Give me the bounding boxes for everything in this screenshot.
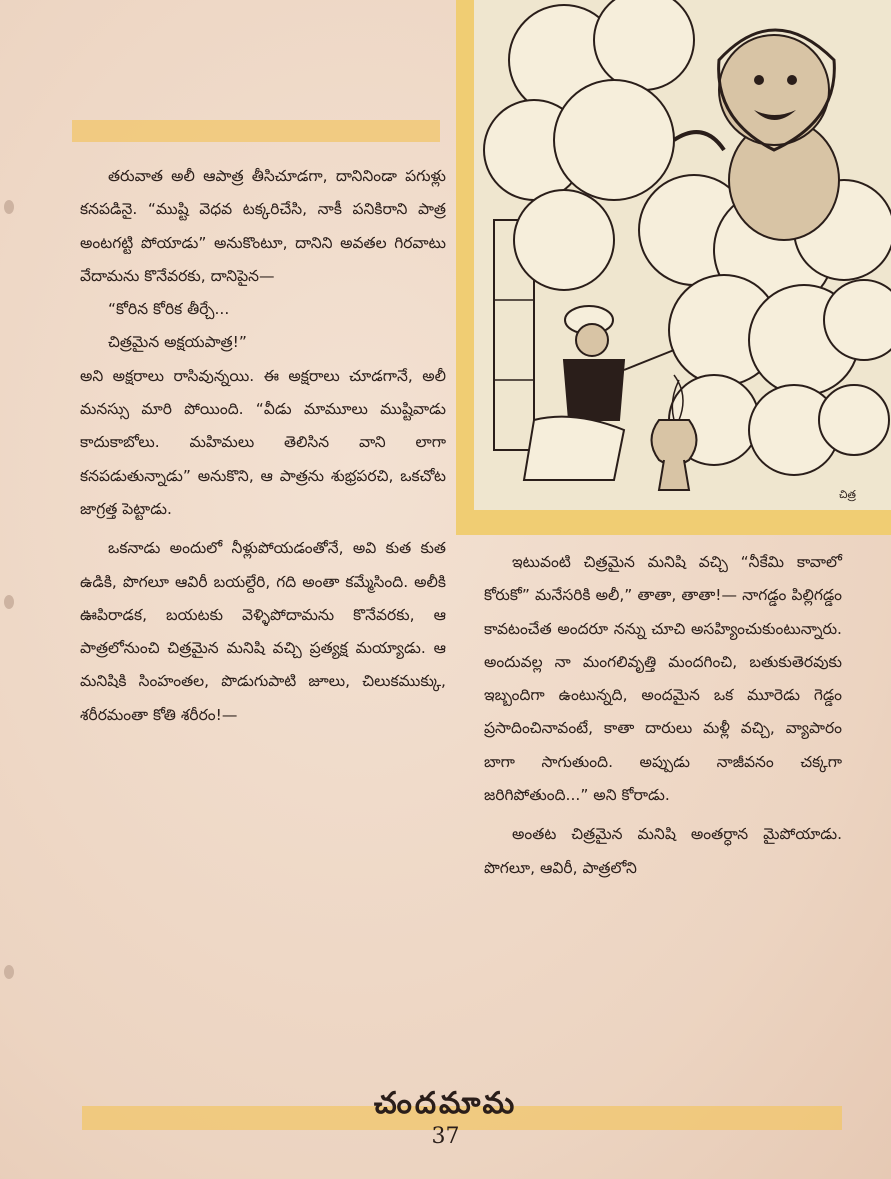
binding-hole (4, 595, 14, 609)
paragraph: అంతట చిత్రమైన మనిషి అంతర్ధాన మైపోయాడు. పొగలూ, ఆవిరీ, పాత్రలోని (484, 825, 842, 877)
left-text-column (80, 160, 446, 732)
genie-illustration-svg (474, 0, 891, 510)
paragraph: ఒకనాడు అందులో నీళ్లుపోయడంతోనే, అవి కుత కుత ఉడికి, పొగలూ ఆవిరీ బయల్దేరి, గది అంతా కమ్మేసింది. అలీకి ఊపిరాడక, బయటకు వెళ్ళిపోదామను కొనేవరకు, ఆ పాత్రలోనుంచి చిత్రమైన మనిషి వచ్చి ప్రత్యక్ష మయ్యాడు. ఆ మనిషికి సింహంతల, పొడుగుపాటి జూలు, చిలుకముక్కు, శరీరమంతా కోతి శరీరం!— (80, 539, 446, 724)
decorative-band-top (72, 120, 440, 142)
inscription-line: “కోరిన కోరిక తీర్చే... (108, 300, 230, 319)
right-text-column (484, 546, 842, 885)
magazine-title: చందమామ (373, 1086, 518, 1121)
inscription-line: చిత్రమైన అక్షయపాత్ర!” (108, 333, 247, 352)
binding-hole (4, 200, 14, 214)
paragraph: అని అక్షరాలు రాసివున్నయి. ఈ అక్షరాలు చూడగానే, అలీ మనస్సు మారి పోయింది. “వీడు మామూలు ముష్టివాడు కాదుకాబోలు. మహిమలు తెలిసిన వాని లాగా కనపడుతున్నాడు” అనుకొని, ఆ పాత్రను శుభ్రపరచి, ఒకచోట జాగ్రత్త పెట్టాడు. (80, 366, 446, 518)
paragraph: ఇటువంటి చిత్రమైన మనిషి వచ్చి “నీకేమి కావాలో కోరుకో” మనేసరికి అలీ,” తాతా, తాతా!— నాగడ్డం పిల్లిగడ్డం కావటంచేత అందరూ నన్ను చూచి అసహ్యించుకుంటున్నారు. అందువల్ల నా మంగలివృత్తి మందగించి, బతుకుతెరవుకు ఇబ్బందిగా ఉంటున్నది, అందమైన ఒక మూరెడు గెడ్డం ప్రసాదించినావంటే, కాతా దారులు మళ్లీ వచ్చి, వ్యాపారం బాగా సాగుతుంది. అప్పుడు నాజీవనం చక్కగా జరిగిపోతుంది...” అని కోరాడు. (484, 553, 842, 805)
binding-hole (4, 965, 14, 979)
genie-illustration (474, 0, 891, 510)
paragraph: తరువాత అలీ ఆపాత్ర తీసిచూడగా, దానినిండా పగుళ్లు కనపడినై. “ముష్టి వెధవ టక్కరిచేసి, నాకీ పనికిరాని పాత్ర అంటగట్టి పోయాడు” అనుకొంటూ, దానిని అవతల గిరవాటు వేదామను కొనేవరకు, దానిపైన— (80, 167, 446, 285)
page-number: 37 (431, 1124, 460, 1149)
artist-signature: చిత్ర (839, 488, 856, 501)
